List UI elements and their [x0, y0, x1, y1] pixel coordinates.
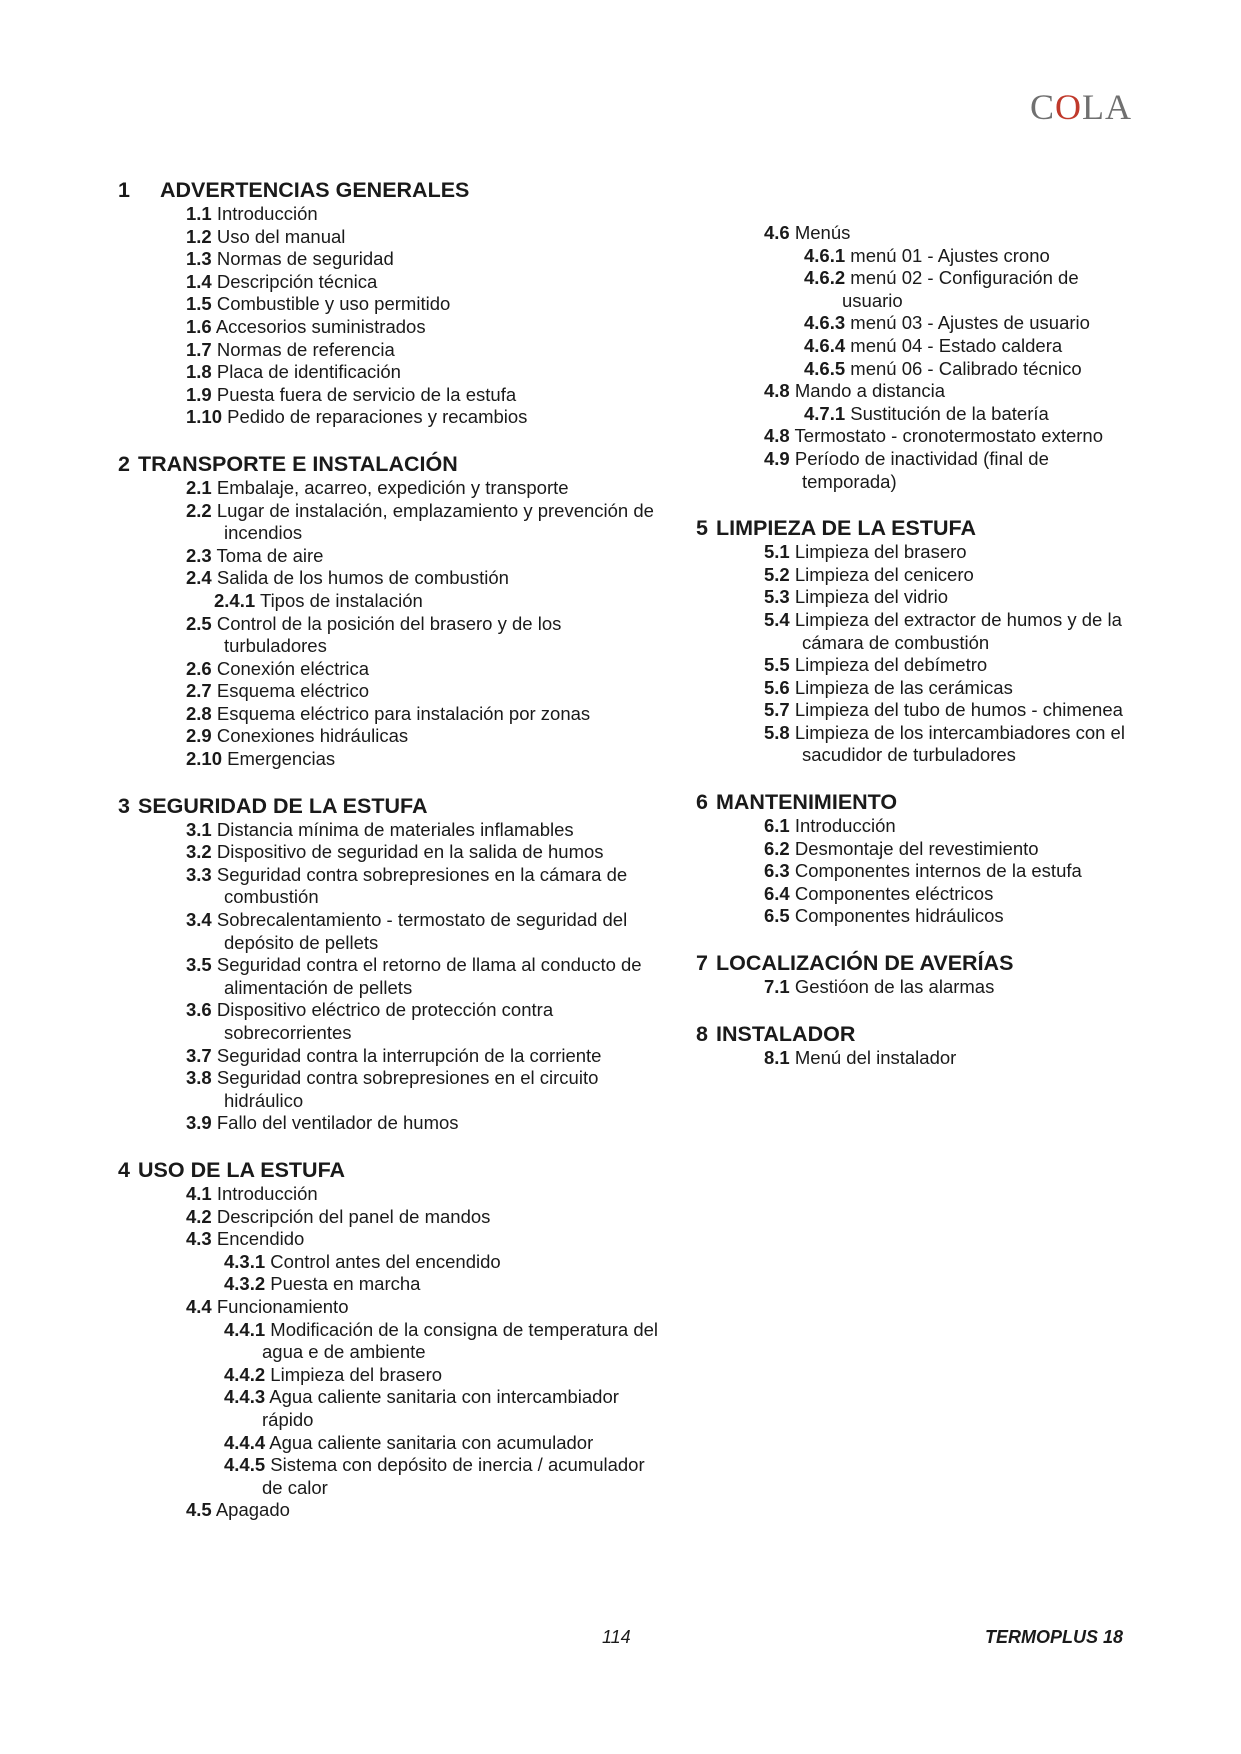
- entry-continuation: rápido: [262, 1408, 314, 1430]
- entry-title: Menú del instalador: [789, 1046, 957, 1068]
- entry-number: 2.7: [186, 680, 212, 702]
- entry-title: Uso del manual: [211, 225, 346, 247]
- toc-entry[interactable]: [118, 954, 698, 977]
- toc-entry[interactable]: [696, 245, 1156, 268]
- entry-title: Dispositivo eléctrico de protección contra: [211, 999, 554, 1021]
- entry-number: 2.6: [186, 657, 212, 679]
- entry-number: 4.6.4: [804, 334, 846, 356]
- toc-left-column: [118, 177, 698, 1522]
- page-number: 114: [602, 1627, 631, 1647]
- entry-title: Toma de aire: [211, 544, 324, 566]
- toc-entry[interactable]: [118, 1112, 698, 1135]
- toc-entry[interactable]: [696, 267, 1156, 290]
- entry-title: Seguridad contra la interrupción de la corriente: [211, 1044, 602, 1066]
- entry-number: 5.8: [764, 721, 790, 743]
- entry-number: 6.3: [764, 860, 790, 882]
- toc-entry[interactable]: [118, 1296, 698, 1319]
- entry-title: Modificación de la consigna de temperatura del: [265, 1318, 659, 1340]
- entry-title: Limpieza del debímetro: [789, 654, 988, 676]
- entry-title: menú 01 - Ajustes crono: [845, 244, 1050, 266]
- entry-title: Tipos de instalación: [255, 589, 423, 611]
- section-title: TRANSPORTE E INSTALACIÓN: [138, 451, 458, 476]
- entry-title: Descripción técnica: [211, 270, 378, 292]
- entry-title: Apagado: [211, 1499, 290, 1521]
- entry-title: Seguridad contra el retorno de llama al conducto de: [211, 954, 642, 976]
- toc-entry[interactable]: [696, 860, 1156, 883]
- entry-title: Seguridad contra sobrepresiones en la cámara de: [211, 863, 628, 885]
- entry-title: Dispositivo de seguridad en la salida de humos: [211, 841, 604, 863]
- toc-entry[interactable]: [118, 384, 698, 407]
- entry-title: Introducción: [211, 1182, 318, 1204]
- entry-number: 4.4: [186, 1295, 212, 1317]
- entry-number: 2.9: [186, 725, 212, 747]
- toc-entry[interactable]: [118, 841, 698, 864]
- entry-title: Control antes del encendido: [265, 1250, 501, 1272]
- entry-number: 4.3: [186, 1228, 212, 1250]
- entry-number: 6.4: [764, 882, 790, 904]
- toc-entry[interactable]: [118, 680, 698, 703]
- entry-title: Agua caliente sanitaria con intercambiador: [265, 1386, 619, 1408]
- brand-logo: COLA: [1030, 87, 1133, 127]
- entry-number: 4.8: [764, 380, 790, 402]
- toc-entry[interactable]: [696, 403, 1156, 426]
- toc-entry[interactable]: [696, 976, 1156, 999]
- entry-number: 4.6.3: [804, 312, 846, 334]
- toc-entry[interactable]: [118, 361, 698, 384]
- entry-number: 3.7: [186, 1044, 212, 1066]
- entry-title: Normas de seguridad: [211, 248, 394, 270]
- entry-title: Limpieza del brasero: [789, 541, 967, 563]
- entry-number: 5.5: [764, 654, 790, 676]
- entry-number: 1.1: [186, 203, 212, 224]
- entry-number: 4.6: [764, 222, 790, 243]
- toc-entry[interactable]: [696, 541, 1156, 564]
- toc-entry[interactable]: [118, 999, 698, 1022]
- toc-entry[interactable]: [696, 335, 1156, 358]
- toc-entry[interactable]: [118, 658, 698, 681]
- section-title: MANTENIMIENTO: [716, 790, 898, 815]
- toc-entry[interactable]: [696, 380, 1156, 403]
- section-heading-7: [696, 950, 1156, 976]
- section-title: SEGURIDAD DE LA ESTUFA: [138, 793, 428, 818]
- entry-number: 1.10: [186, 406, 223, 428]
- entry-number: 1.8: [186, 361, 212, 383]
- entry-continuation: de calor: [262, 1476, 328, 1498]
- toc-entry[interactable]: [696, 222, 1156, 245]
- section-heading-2: [118, 451, 698, 477]
- entry-title: Limpieza de las cerámicas: [789, 676, 1013, 698]
- toc-entry[interactable]: [118, 226, 698, 249]
- toc-entry[interactable]: [118, 1067, 698, 1090]
- section-number: 2: [118, 451, 130, 476]
- entry-title: menú 03 - Ajustes de usuario: [845, 312, 1090, 334]
- entry-title: Seguridad contra sobrepresiones en el circuito: [211, 1067, 599, 1089]
- entry-number: 3.4: [186, 909, 212, 931]
- entry-continuation: cámara de combustión: [802, 631, 990, 653]
- entry-number: 4.4.5: [224, 1454, 266, 1476]
- toc-entry[interactable]: [118, 819, 698, 842]
- entry-title: Emergencias: [222, 748, 336, 770]
- entry-title: Termostato - cronotermostato externo: [789, 425, 1103, 447]
- toc-right-column: [696, 222, 1156, 1069]
- toc-entry[interactable]: [118, 1364, 698, 1387]
- section-heading-6: [696, 789, 1156, 815]
- entry-number: 2.10: [186, 748, 223, 770]
- entry-title: Sistema con depósito de inercia / acumulador: [265, 1454, 645, 1476]
- entry-title: Limpieza del brasero: [265, 1363, 443, 1385]
- toc-entry[interactable]: [118, 293, 698, 316]
- toc-entry[interactable]: [118, 248, 698, 271]
- toc-entry[interactable]: [118, 339, 698, 362]
- toc-entry[interactable]: [696, 838, 1156, 861]
- entry-number: 4.3.2: [224, 1273, 266, 1295]
- entry-number: 3.1: [186, 818, 212, 840]
- entry-title: Puesta en marcha: [265, 1273, 421, 1295]
- entry-title: Conexiones hidráulicas: [211, 725, 409, 747]
- entry-title: Mando a distancia: [789, 380, 946, 402]
- entry-title: Pedido de reparaciones y recambios: [222, 406, 528, 428]
- entry-number: 3.2: [186, 841, 212, 863]
- entry-number: 1.5: [186, 293, 212, 315]
- entry-number: 2.8: [186, 702, 212, 724]
- entry-number: 3.6: [186, 999, 212, 1021]
- entry-continuation: alimentación de pellets: [224, 976, 413, 998]
- entry-title: Placa de identificación: [211, 361, 401, 383]
- entry-number: 3.3: [186, 863, 212, 885]
- entry-continuation: sobrecorrientes: [224, 1022, 352, 1043]
- entry-title: Puesta fuera de servicio de la estufa: [211, 383, 517, 405]
- toc-entry[interactable]: [696, 358, 1156, 381]
- entry-title: menú 02 - Configuración de: [845, 267, 1079, 289]
- entry-title: Gestióon de las alarmas: [789, 976, 995, 998]
- entry-number: 4.7.1: [804, 402, 846, 424]
- toc-entry[interactable]: [118, 748, 698, 771]
- toc-entry[interactable]: [118, 1206, 698, 1229]
- entry-number: 5.1: [764, 541, 790, 563]
- toc-entry[interactable]: [118, 909, 698, 932]
- entry-continuation: depósito de pellets: [224, 931, 379, 953]
- entry-number: 2.1: [186, 476, 212, 498]
- entry-title: Esquema eléctrico para instalación por zonas: [211, 702, 591, 724]
- entry-title: Período de inactividad (final de: [789, 447, 1049, 469]
- section-heading-8: [696, 1021, 1156, 1047]
- entry-continuation: agua e de ambiente: [262, 1341, 426, 1363]
- entry-number: 7.1: [764, 976, 790, 998]
- entry-number: 2.4: [186, 567, 212, 589]
- toc-entry[interactable]: [118, 864, 698, 887]
- entry-continuation: usuario: [842, 289, 903, 311]
- section-title: INSTALADOR: [716, 1021, 856, 1046]
- toc-entry[interactable]: [118, 203, 698, 226]
- section-heading-1: [118, 177, 698, 203]
- section-number: 1: [118, 178, 130, 202]
- toc-entry[interactable]: [696, 722, 1156, 745]
- toc-entry[interactable]: [696, 883, 1156, 906]
- toc-entry[interactable]: [118, 1045, 698, 1068]
- entry-number: 5.4: [764, 608, 790, 630]
- section-heading-5: [696, 515, 1156, 541]
- toc-entry[interactable]: [118, 545, 698, 568]
- entry-number: 5.7: [764, 699, 790, 721]
- toc-entry[interactable]: [696, 905, 1156, 928]
- entry-title: Normas de referencia: [211, 338, 395, 360]
- entry-number: 3.5: [186, 954, 212, 976]
- section-title: USO DE LA ESTUFA: [138, 1157, 346, 1182]
- entry-number: 4.8: [764, 425, 790, 447]
- entry-number: 8.1: [764, 1046, 790, 1068]
- section-number: 7: [696, 951, 708, 976]
- toc-entry[interactable]: [118, 1386, 698, 1409]
- toc-entry[interactable]: [696, 425, 1156, 448]
- toc-entry[interactable]: [118, 1183, 698, 1206]
- toc-entry[interactable]: [696, 564, 1156, 587]
- toc-entry[interactable]: [118, 1251, 698, 1274]
- entry-title: Conexión eléctrica: [211, 657, 370, 679]
- entry-title: Sobrecalentamiento - termostato de seguridad del: [211, 909, 628, 931]
- entry-number: 4.6.2: [804, 267, 846, 289]
- entry-number: 4.5: [186, 1499, 212, 1521]
- entry-title: Limpieza de los intercambiadores con el: [789, 721, 1125, 743]
- toc-entry[interactable]: [118, 477, 698, 500]
- entry-number: 1.3: [186, 248, 212, 270]
- section-number: 3: [118, 793, 130, 818]
- entry-number: 1.7: [186, 338, 212, 360]
- entry-number: 2.2: [186, 499, 212, 521]
- entry-number: 4.4.4: [224, 1431, 266, 1453]
- toc-entry[interactable]: [118, 703, 698, 726]
- entry-title: Fallo del ventilador de humos: [211, 1112, 459, 1134]
- entry-number: 6.1: [764, 815, 790, 837]
- entry-title: Descripción del panel de mandos: [211, 1205, 491, 1227]
- toc-entry[interactable]: [118, 1228, 698, 1251]
- entry-number: 3.8: [186, 1067, 212, 1089]
- entry-continuation: combustión: [224, 886, 319, 908]
- entry-title: Componentes hidráulicos: [789, 905, 1004, 927]
- entry-continuation: temporada): [802, 470, 897, 492]
- toc-entry[interactable]: [696, 609, 1156, 632]
- section-title: LOCALIZACIÓN DE AVERÍAS: [716, 951, 1014, 976]
- entry-number: 4.9: [764, 447, 790, 469]
- entry-number: 1.6: [186, 315, 212, 337]
- entry-number: 2.3: [186, 544, 212, 566]
- entry-title: Embalaje, acarreo, expedición y transporte: [211, 476, 569, 498]
- toc-entry[interactable]: [696, 677, 1156, 700]
- toc-entry[interactable]: [118, 1454, 698, 1477]
- section-heading-4: [118, 1157, 698, 1183]
- entry-number: 1.2: [186, 225, 212, 247]
- toc-entry[interactable]: [118, 725, 698, 748]
- entry-number: 4.2: [186, 1205, 212, 1227]
- entry-title: Accesorios suministrados: [211, 315, 426, 337]
- entry-title: Limpieza del vidrio: [789, 586, 949, 608]
- entry-title: menú 06 - Calibrado técnico: [845, 357, 1082, 379]
- entry-number: 4.4.1: [224, 1318, 266, 1340]
- toc-entry[interactable]: [118, 271, 698, 294]
- entry-number: 6.2: [764, 837, 790, 859]
- entry-title: Limpieza del cenicero: [789, 563, 974, 585]
- toc-entry[interactable]: [696, 1047, 1156, 1070]
- entry-number: 2.5: [186, 612, 212, 634]
- toc-entry[interactable]: [118, 1273, 698, 1296]
- model-name: TERMOPLUS 18: [985, 1627, 1124, 1647]
- entry-title: Introducción: [211, 203, 318, 224]
- entry-number: 3.9: [186, 1112, 212, 1134]
- entry-title: Encendido: [211, 1228, 305, 1250]
- toc-entry[interactable]: [696, 654, 1156, 677]
- toc-entry[interactable]: [696, 448, 1156, 471]
- entry-title: Distancia mínima de materiales inflamables: [211, 818, 574, 840]
- entry-title: Agua caliente sanitaria con acumulador: [265, 1431, 594, 1453]
- section-title: ADVERTENCIAS GENERALES: [160, 178, 470, 202]
- toc-entry[interactable]: [118, 1499, 698, 1522]
- entry-title: Limpieza del tubo de humos - chimenea: [789, 699, 1123, 721]
- entry-continuation: incendios: [224, 522, 303, 544]
- toc-entry[interactable]: [696, 586, 1156, 609]
- entry-continuation: hidráulico: [224, 1089, 304, 1111]
- entry-title: Salida de los humos de combustión: [211, 567, 509, 589]
- entry-title: Limpieza del extractor de humos y de la: [789, 608, 1122, 630]
- toc-entry[interactable]: [118, 316, 698, 339]
- section-number: 5: [696, 516, 708, 541]
- toc-entry[interactable]: [118, 567, 698, 590]
- entry-number: 4.4.2: [224, 1363, 266, 1385]
- toc-entry[interactable]: [118, 1432, 698, 1455]
- entry-title: Funcionamiento: [211, 1295, 349, 1317]
- toc-entry[interactable]: [118, 406, 698, 429]
- section-number: 6: [696, 790, 708, 815]
- entry-number: 4.6.5: [804, 357, 846, 379]
- entry-continuation: turbuladores: [224, 635, 327, 657]
- entry-number: 4.3.1: [224, 1250, 266, 1272]
- section-number: 8: [696, 1021, 708, 1046]
- section-heading-3: [118, 793, 698, 819]
- entry-number: 4.1: [186, 1182, 212, 1204]
- entry-number: 5.2: [764, 563, 790, 585]
- section-title: LIMPIEZA DE LA ESTUFA: [716, 516, 976, 541]
- entry-number: 6.5: [764, 905, 790, 927]
- toc-entry[interactable]: [696, 699, 1156, 722]
- entry-title: Componentes eléctricos: [789, 882, 994, 904]
- toc-entry[interactable]: [696, 312, 1156, 335]
- section-number: 4: [118, 1157, 130, 1182]
- toc-entry[interactable]: [118, 613, 698, 636]
- entry-title: Esquema eléctrico: [211, 680, 370, 702]
- entry-number: 4.4.3: [224, 1386, 266, 1408]
- entry-title: Combustible y uso permitido: [211, 293, 451, 315]
- entry-title: Sustitución de la batería: [845, 402, 1049, 424]
- toc-entry[interactable]: [696, 815, 1156, 838]
- entry-title: Introducción: [789, 815, 896, 837]
- entry-title: Lugar de instalación, emplazamiento y prevención de: [211, 499, 654, 521]
- toc-entry[interactable]: [118, 500, 698, 523]
- entry-number: 1.4: [186, 270, 212, 292]
- entry-title: Menús: [789, 222, 851, 243]
- toc-entry[interactable]: [118, 590, 698, 613]
- entry-number: 5.3: [764, 586, 790, 608]
- entry-number: 4.6.1: [804, 244, 846, 266]
- entry-number: 2.4.1: [214, 589, 256, 611]
- entry-number: 5.6: [764, 676, 790, 698]
- entry-title: Desmontaje del revestimiento: [789, 837, 1039, 859]
- entry-number: 1.9: [186, 383, 212, 405]
- toc-entry[interactable]: [118, 1319, 698, 1342]
- entry-continuation: sacudidor de turbuladores: [802, 744, 1016, 766]
- entry-title: Control de la posición del brasero y de los: [211, 612, 562, 634]
- entry-title: Componentes internos de la estufa: [789, 860, 1082, 882]
- entry-title: menú 04 - Estado caldera: [845, 334, 1063, 356]
